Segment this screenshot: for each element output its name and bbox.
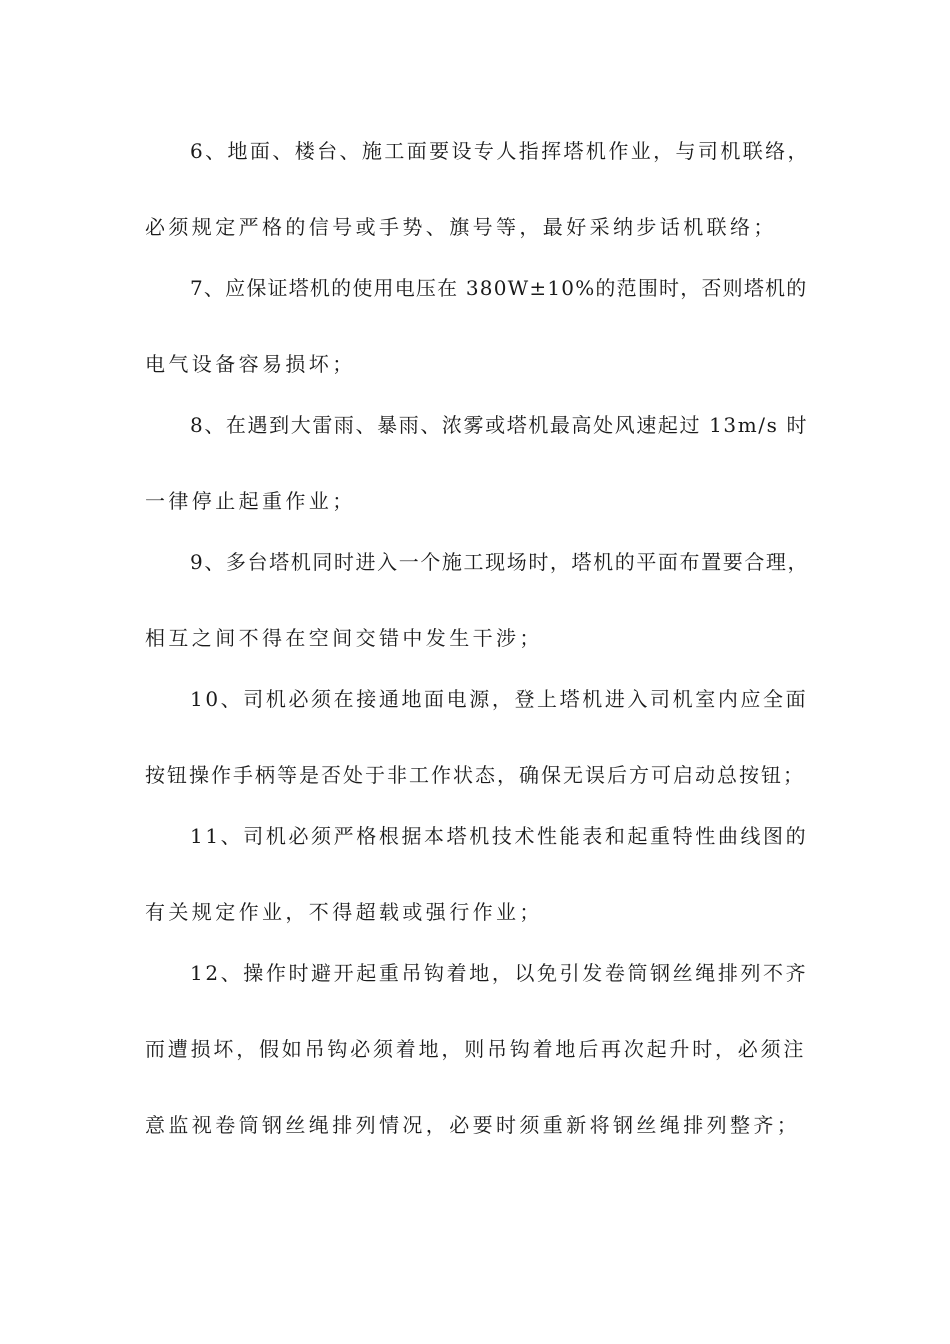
item-10-line-1: 10、司机必须在接通地面电源，登上塔机进入司机室内应全面 [190,687,809,711]
item-9-line-1: 9、多台塔机同时进入一个施工现场时，塔机的平面布置要合理， [190,550,810,574]
item-6-line-2: 必须规定严格的信号或手势、旗号等，最好采纳步话机联络； [145,215,777,239]
item-12-line-3: 意监视卷筒钢丝绳排列情况，必要时须重新将钢丝绳排列整齐； [145,1113,801,1137]
item-11-line-1: 11、司机必须严格根据本塔机技术性能表和起重特性曲线图的 [190,824,809,848]
item-10-line-2: 按钮操作手柄等是否处于非工作状态，确保无误后方可启动总按钮； [145,763,805,787]
item-9-line-2: 相互之间不得在空间交错中发生干涉； [145,626,543,650]
item-8-line-1: 8、在遇到大雷雨、暴雨、浓雾或塔机最高处风速起过 13m/s 时 [190,413,809,437]
item-12-line-2: 而遭损坏，假如吊钩必须着地，则吊钩着地后再次起升时，必须注 [145,1037,807,1061]
item-11-line-2: 有关规定作业，不得超载或强行作业； [145,900,543,924]
item-12-line-1: 12、操作时避开起重吊钩着地，以免引发卷筒钢丝绳排列不齐 [190,961,809,985]
item-6-line-1: 6、地面、楼台、施工面要设专人指挥塔机作业，与司机联络， [190,139,810,163]
item-7-line-1: 7、应保证塔机的使用电压在 380W±10%的范围时，否则塔机的 [190,276,808,300]
item-7-line-2: 电气设备容易损坏； [145,352,356,376]
item-8-line-2: 一律停止起重作业； [145,489,356,513]
